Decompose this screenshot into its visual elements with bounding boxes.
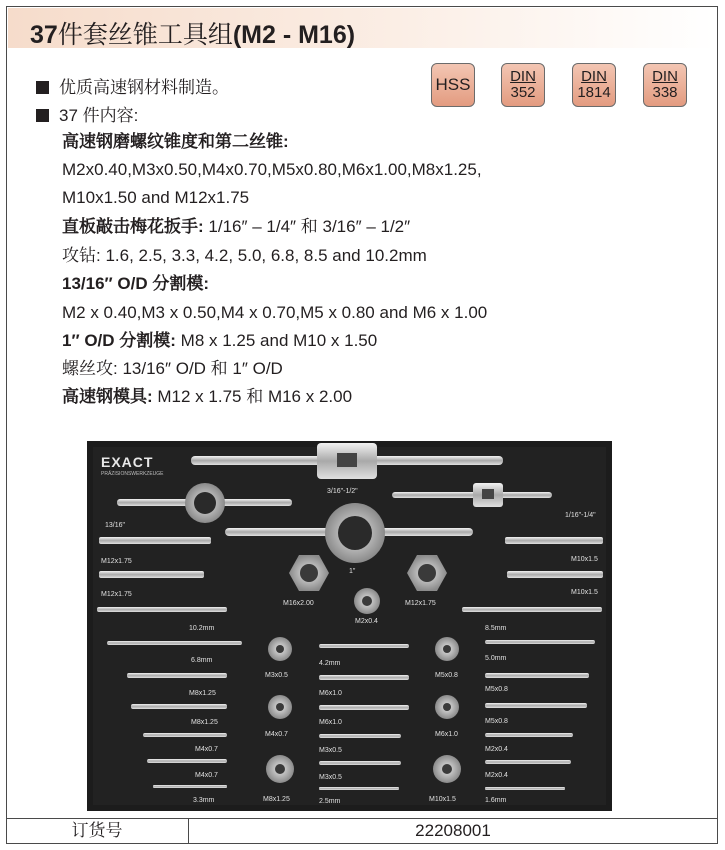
bullet-square-icon <box>36 109 49 122</box>
tap-m12-a <box>99 537 211 544</box>
svg-text:M5x0.8: M5x0.8 <box>485 686 508 693</box>
badge-din-1814: DIN 1814 <box>572 63 616 107</box>
svg-text:5.0mm: 5.0mm <box>485 655 507 662</box>
svg-text:M12x1.75: M12x1.75 <box>101 558 132 565</box>
svg-text:3/16"-1/2": 3/16"-1/2" <box>327 488 358 495</box>
tap-m5-b <box>485 703 587 708</box>
svg-text:6.8mm: 6.8mm <box>191 657 213 664</box>
product-photo <box>87 441 612 811</box>
svg-text:M5x0.8: M5x0.8 <box>435 672 458 679</box>
svg-text:M8x1.25: M8x1.25 <box>263 796 290 803</box>
page-title: 37件套丝锥工具组(M2 - M16) <box>30 21 356 49</box>
bullet-contents: 37 件内容: <box>36 101 138 126</box>
svg-text:M12x1.75: M12x1.75 <box>405 600 436 607</box>
svg-text:1.6mm: 1.6mm <box>485 797 507 804</box>
spec-split-die-sizes: M2 x 0.40,M3 x 0.50,M4 x 0.70,M5 x 0.80 and M6 x 1.00 <box>62 303 488 322</box>
svg-text:13/16": 13/16" <box>105 522 126 529</box>
svg-text:M16x2.00: M16x2.00 <box>283 600 314 607</box>
tap-m12-b <box>99 571 204 578</box>
tap-m3-a <box>319 734 401 738</box>
drill-3-3 <box>153 785 227 788</box>
drill-6-8 <box>107 641 242 645</box>
drill-10-2 <box>97 607 227 612</box>
tap-m8-b <box>131 704 227 709</box>
svg-text:4.2mm: 4.2mm <box>319 660 341 667</box>
svg-text:M4x0.7: M4x0.7 <box>195 772 218 779</box>
brand-logo: EXACT <box>101 454 154 470</box>
spec-taps-heading: 高速钢磨螺纹锥度和第二丝锥: <box>62 132 289 151</box>
order-number-value: 22208001 <box>415 821 491 840</box>
svg-text:M3x0.5: M3x0.5 <box>319 774 342 781</box>
badge-din-352: DIN 352 <box>501 63 545 107</box>
svg-text:M8x1.25: M8x1.25 <box>191 719 218 726</box>
svg-text:M5x0.8: M5x0.8 <box>485 718 508 725</box>
order-number-row <box>6 818 718 844</box>
tap-m5-a <box>485 673 589 678</box>
bullet-square-icon <box>36 81 49 94</box>
badge-hss: HSS <box>431 63 475 107</box>
spec-taps-sizes-2: M10x1.50 and M12x1.75 <box>62 188 250 207</box>
bullet-material: 优质高速钢材料制造。 <box>36 73 229 98</box>
svg-text:1": 1" <box>349 568 356 575</box>
spec-hss-dies: 高速钢模具: M12 x 1.75 和 M16 x 2.00 <box>62 387 353 406</box>
svg-text:M3x0.5: M3x0.5 <box>265 672 288 679</box>
tap-m10-b <box>507 571 603 578</box>
svg-text:M3x0.5: M3x0.5 <box>319 747 342 754</box>
drill-5-0 <box>485 640 595 644</box>
tap-m2-b <box>485 760 571 764</box>
svg-text:M10x1.5: M10x1.5 <box>571 589 598 596</box>
svg-text:3.3mm: 3.3mm <box>193 797 215 804</box>
drill-4-2 <box>319 644 409 648</box>
badge-din-338: DIN 338 <box>643 63 687 107</box>
tap-m3-b <box>319 761 401 765</box>
tap-m10-a <box>505 537 603 544</box>
svg-text:8.5mm: 8.5mm <box>485 625 507 632</box>
order-number-label: 订货号 <box>6 819 189 843</box>
spec-drills: 攻钻: 1.6, 2.5, 3.3, 4.2, 5.0, 6.8, 8.5 and 10.2mm <box>62 246 427 265</box>
svg-text:M4x0.7: M4x0.7 <box>195 746 218 753</box>
tap-m8-a <box>127 673 227 678</box>
tap-m6-b <box>319 705 409 710</box>
spec-wrench: 直板敲击梅花扳手: 1/16″ – 1/4″ 和 3/16″ – 1/2″ <box>62 217 411 236</box>
tap-m4-a <box>143 733 227 737</box>
svg-text:M2x0.4: M2x0.4 <box>485 746 508 753</box>
svg-text:M10x1.5: M10x1.5 <box>429 796 456 803</box>
svg-text:M2x0.4: M2x0.4 <box>485 772 508 779</box>
spec-split-die-heading: 13/16″ O/D 分割模: <box>62 274 210 293</box>
spec-1in-die: 1″ O/D 分割模: M8 x 1.25 and M10 x 1.50 <box>62 331 378 350</box>
svg-text:M6x1.0: M6x1.0 <box>319 719 342 726</box>
svg-text:M2x0.4: M2x0.4 <box>355 618 378 625</box>
tap-wrench-handle-small <box>392 492 552 498</box>
drill-1-6 <box>485 787 565 790</box>
svg-text:M6x1.0: M6x1.0 <box>319 690 342 697</box>
drill-2-5 <box>319 787 399 790</box>
drill-8-5 <box>462 607 602 612</box>
svg-text:M4x0.7: M4x0.7 <box>265 731 288 738</box>
tap-m4-b <box>147 759 227 763</box>
spec-die-stock: 螺丝攻: 13/16″ O/D 和 1″ O/D <box>62 359 283 378</box>
svg-text:M10x1.5: M10x1.5 <box>571 556 598 563</box>
svg-text:2.5mm: 2.5mm <box>319 798 341 805</box>
tool-set-illustration <box>87 441 612 811</box>
svg-text:1/16"-1/4": 1/16"-1/4" <box>565 512 596 519</box>
tap-m2-a <box>485 733 573 737</box>
svg-text:M8x1.25: M8x1.25 <box>189 690 216 697</box>
svg-text:M12x1.75: M12x1.75 <box>101 591 132 598</box>
svg-text:10.2mm: 10.2mm <box>189 625 215 632</box>
svg-text:M6x1.0: M6x1.0 <box>435 731 458 738</box>
brand-sub: PRÄZISIONSWERKZEUGE <box>101 471 164 477</box>
title-bar <box>8 8 716 48</box>
spec-taps-sizes-1: M2x0.40,M3x0.50,M4x0.70,M5x0.80,M6x1.00,M8x1.25, <box>62 160 482 179</box>
tap-m6-a <box>319 675 409 680</box>
